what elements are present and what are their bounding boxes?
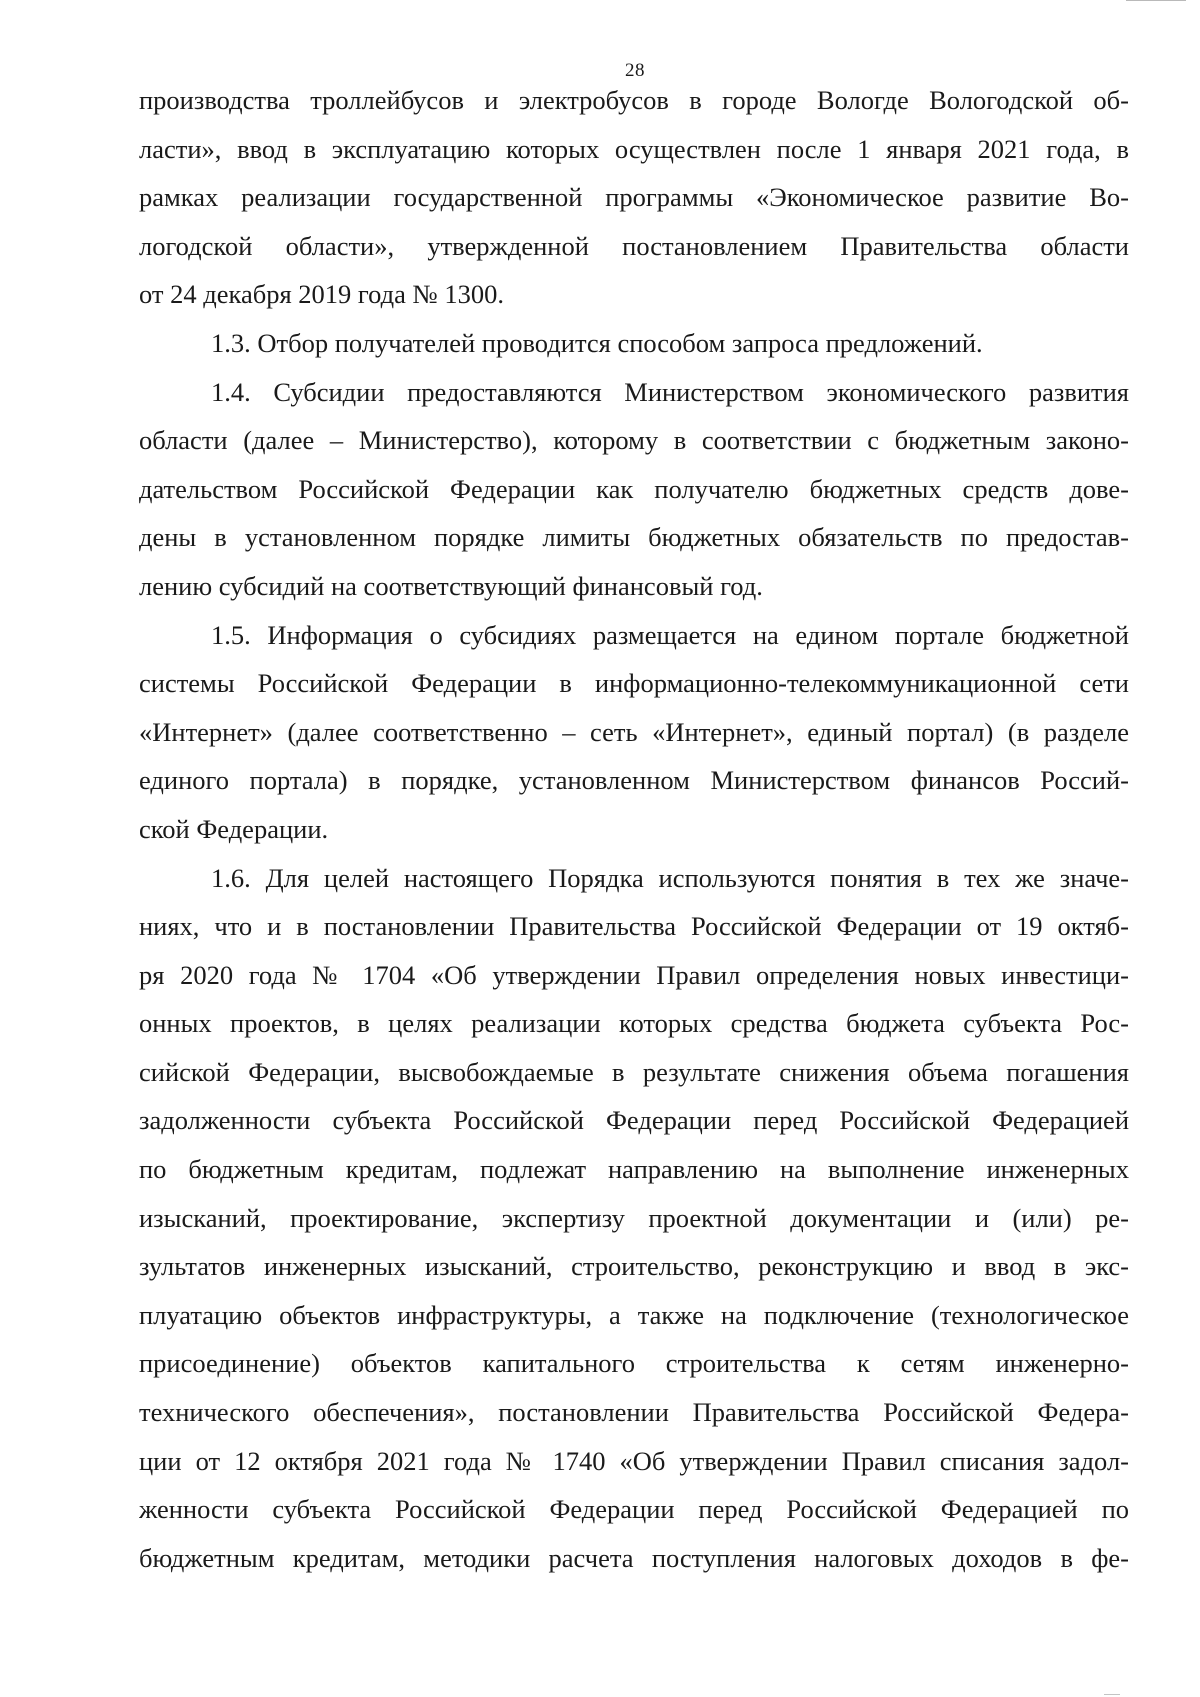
text-line: 1.6. Для целей настоящего Порядка используются понятия в тех же значе- (211, 862, 1129, 893)
text-line: присоединение) объектов капитального строительства к сетям инженерно- (139, 1348, 1129, 1379)
text-line: 1.4. Субсидии предоставляются Министерством экономического развития (211, 376, 1129, 407)
text-line: сийской Федерации, высвобождаемые в результате снижения объема погашения (139, 1056, 1129, 1087)
text-line: ской Федерации. (139, 813, 329, 844)
text-line: онных проектов, в целях реализации которых средства бюджета субъекта Рос- (139, 1008, 1129, 1039)
body-text (139, 76, 1129, 1582)
text-line: зультатов инженерных изысканий, строительство, реконструкцию и ввод в экс- (139, 1251, 1129, 1282)
text-line: плуатацию объектов инфраструктуры, а также на подключение (технологическое (139, 1299, 1129, 1330)
text-line: рамках реализации государственной программы «Экономическое развитие Во- (139, 182, 1129, 213)
page-number: 28 (625, 60, 645, 81)
text-line: 1.5. Информация о субсидиях размещается на едином портале бюджетной (211, 619, 1129, 650)
text-line: по бюджетным кредитам, подлежат направлению на выполнение инженерных (139, 1154, 1129, 1185)
text-line: женности субъекта Российской Федерации перед Российской Федерацией по (139, 1494, 1129, 1525)
text-line: ции от 12 октября 2021 года № 1740 «Об утверждении Правил списания задол- (139, 1445, 1129, 1476)
text-line: задолженности субъекта Российской Федерации перед Российской Федерацией (139, 1105, 1129, 1136)
text-line: ря 2020 года № 1704 «Об утверждении Правил определения новых инвестици- (139, 959, 1129, 990)
text-line: системы Российской Федерации в информационно-телекоммуникационной сети (139, 668, 1129, 699)
text-line: дены в установленном порядке лимиты бюджетных обязательств по предостав- (139, 522, 1129, 553)
text-line: ласти», ввод в эксплуатацию которых осуществлен после 1 января 2021 года, в (139, 133, 1129, 164)
text-line: бюджетным кредитам, методики расчета поступления налоговых доходов в фе- (139, 1542, 1129, 1573)
text-line: от 24 декабря 2019 года № 1300. (139, 279, 504, 310)
text-line: дательством Российской Федерации как получателю бюджетных средств дове- (139, 473, 1129, 504)
text-line: лению субсидий на соответствующий финансовый год. (139, 570, 763, 601)
scan-artifact-top (1126, 0, 1186, 7)
text-line: области (далее – Министерство), которому в соответствии с бюджетным законо- (139, 425, 1129, 456)
scan-artifact-bottom (1104, 1690, 1120, 1695)
text-line: производства троллейбусов и электробусов в городе Вологде Вологодской об- (139, 85, 1129, 115)
text-line: «Интернет» (далее соответственно – сеть «Интернет», единый портал) (в разделе (139, 716, 1129, 747)
text-line: логодской области», утвержденной постановлением Правительства области (139, 230, 1129, 261)
text-line: 1.3. Отбор получателей проводится способом запроса предложений. (211, 327, 983, 358)
text-line: технического обеспечения», постановлении Правительства Российской Федера- (139, 1397, 1129, 1428)
text-line: изысканий, проектирование, экспертизу проектной документации и (или) ре- (139, 1202, 1129, 1233)
text-line: единого портала) в порядке, установленном Министерством финансов Россий- (139, 765, 1129, 796)
text-line: ниях, что и в постановлении Правительства Российской Федерации от 19 октяб- (139, 911, 1129, 942)
